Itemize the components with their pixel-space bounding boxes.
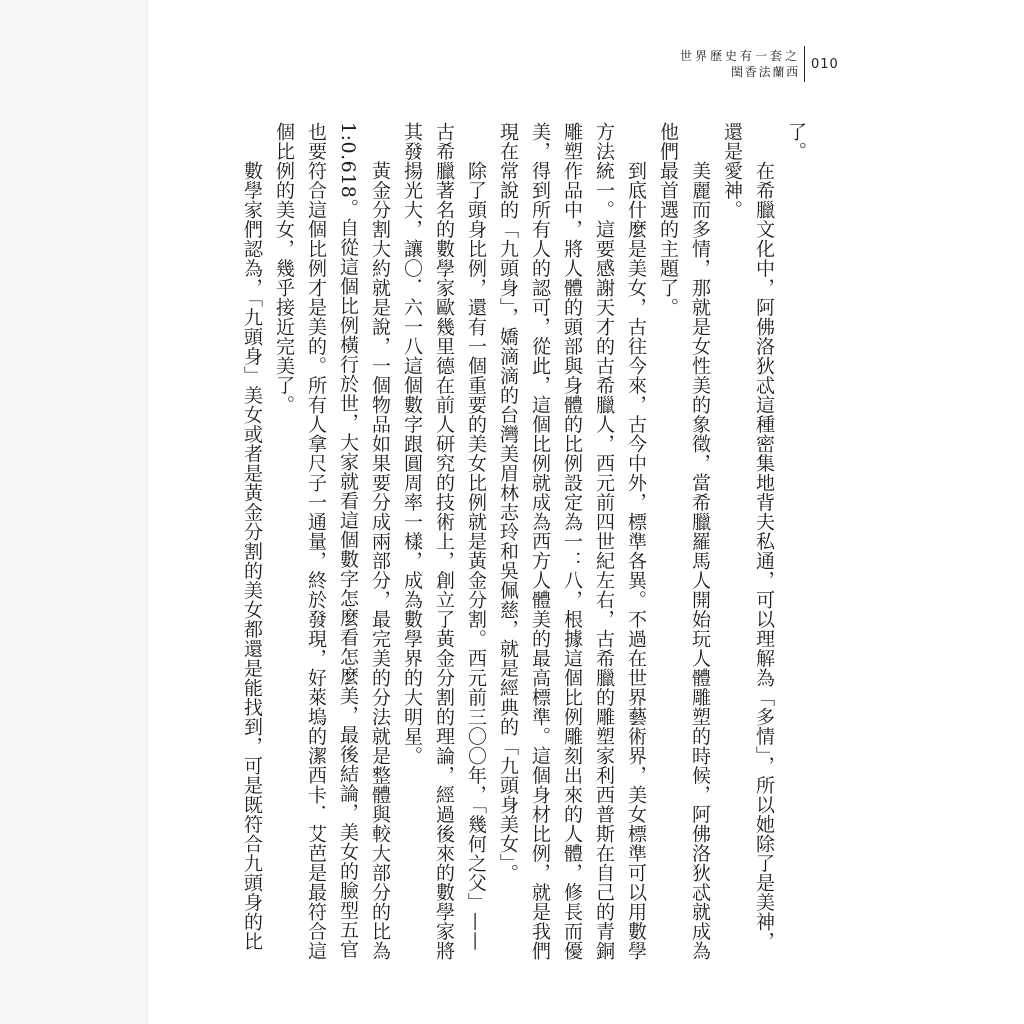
text-column: 雕塑作品中，將人體的頭部與身體的比例設定為一：八，根據這個比例雕刻出來的人體，修長而優 [561, 122, 583, 961]
paragraph [268, 122, 396, 962]
text-column: 了。 [785, 122, 807, 161]
paragraph [236, 122, 268, 962]
page-gutter [0, 0, 148, 1024]
text-column: 數學家們認為，「九頭身」美女或者是黃金分割的美女都還是能找到，可是既符合九頭身的比 [241, 161, 263, 951]
header-divider [804, 46, 805, 82]
running-head-titles [638, 48, 800, 80]
text-column: 個比例的美女，幾乎接近完美了。 [273, 122, 295, 415]
book-title: 閨香法蘭西 [730, 65, 800, 79]
body-text [236, 122, 812, 962]
text-column: 除了頭身比例，還有一個重要的美女比例就是黃金分割。西元前三〇〇年，「幾何之父」—— [465, 161, 487, 951]
text-column: 還是愛神。 [721, 122, 743, 220]
paragraph [716, 122, 780, 962]
text-column: 其發揚光大，讓〇．六一八這個數字跟圓周率一樣，成為數學界的大明星。 [401, 122, 423, 766]
text-column: 也要符合這個比例才是美的。所有人拿尺子一通量，終於發現，好萊塢的潔西卡．艾芭是最符合這 [305, 122, 327, 961]
text-column: 美麗而多情，那就是女性美的象徵，當希臘羅馬人開始玩人體雕塑的時候，阿佛洛狄忒就成為 [689, 161, 711, 961]
text-column: 他們最首選的主題了。 [657, 122, 679, 317]
text-column: 1:0.618。自從這個比例橫行於世，大家就看這個數字怎麼看怎麼美，最後結論，美女的臉型五官 [337, 122, 359, 959]
text-column: 現在常說的「九頭身」，嬌滴滴的台灣美眉林志玲和吳佩慈，就是經典的「九頭身美女」。 [497, 122, 519, 883]
paragraph [492, 122, 652, 962]
text-column: 在希臘文化中，阿佛洛狄忒這種密集地背夫私通，可以理解為「多情」，所以她除了是美神， [753, 161, 775, 951]
series-title: 世界歷史有一套之 [679, 49, 800, 63]
text-column: 方法統一。這要感謝天才的古希臘人，西元前四世紀左右，古希臘的雕塑家利西普斯在自己的青銅 [593, 122, 615, 961]
text-column: 到底什麼是美女，古往今來，古今中外，標準各異。不過在世界藝術界，美女標準可以用數學 [625, 161, 647, 961]
paragraph [396, 122, 492, 962]
text-column: 黃金分割大約就是說，一個物品如果要分成兩部分，最完美的分法就是整體與較大部分的比為 [369, 161, 391, 961]
paragraph-continuation [780, 122, 812, 962]
text-column: 美，得到所有人的認可，從此，這個比例就成為西方人體美的最高標準。這個身材比例，就是我們 [529, 122, 551, 961]
text-column: 古希臘著名的數學家歐幾里德在前人研究的技術上，創立了黃金分割的理論，經過後來的數學家將 [433, 122, 455, 961]
page-number: 010 [811, 56, 839, 72]
paragraph [652, 122, 716, 962]
running-head [638, 46, 850, 82]
